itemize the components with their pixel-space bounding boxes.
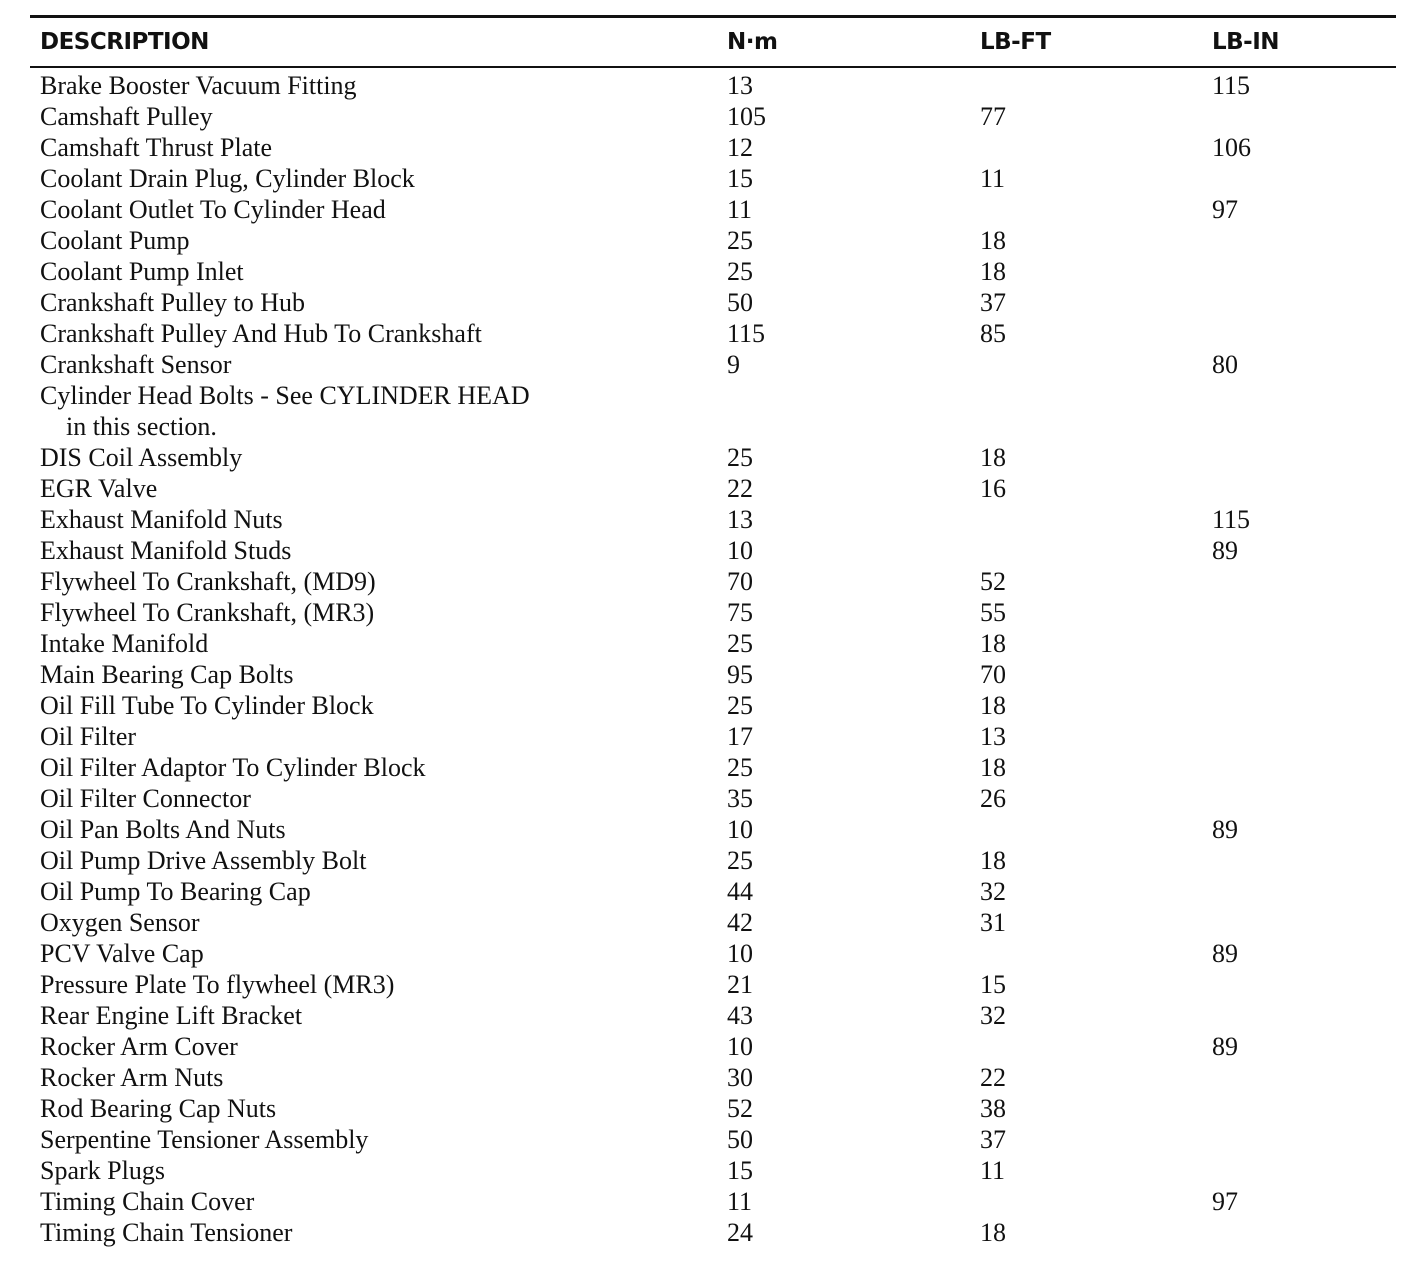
cell-nm: 22 [727,474,753,503]
table-row [0,752,1408,783]
cell-description [40,318,680,349]
description-text: Camshaft Thrust Plate [40,133,273,162]
cell-description [40,442,680,473]
table-header [0,24,1408,60]
description-text: Rocker Arm Cover [40,1032,238,1061]
description-text: Camshaft Pulley [40,102,213,131]
table-row [0,566,1408,597]
cell-lbin: 97 [1212,195,1238,224]
description-text: Crankshaft Pulley And Hub To Crankshaft [40,319,482,348]
cell-description [40,535,680,566]
cell-description [40,597,680,628]
table-row [0,504,1408,535]
cell-nm: 25 [727,257,753,286]
cell-lbin: 80 [1212,350,1238,379]
description-text: Oil Filter Adaptor To Cylinder Block [40,753,426,782]
description-text: Coolant Pump [40,226,190,255]
cell-description [40,752,680,783]
cell-lbft: 52 [980,567,1006,596]
cell-nm: 115 [727,319,766,348]
table-row [0,814,1408,845]
cell-nm: 50 [727,288,753,317]
description-text: Rear Engine Lift Bracket [40,1001,303,1030]
header-nm: N·m [727,29,778,55]
cell-lbin: 97 [1212,1187,1238,1216]
header-rule [30,66,1396,68]
cell-nm: 13 [727,71,753,100]
cell-description [40,659,680,690]
cell-nm: 10 [727,536,753,565]
description-text: Brake Booster Vacuum Fitting [40,71,357,100]
description-text: Exhaust Manifold Nuts [40,505,283,534]
cell-nm: 95 [727,660,753,689]
table-row [0,473,1408,504]
cell-nm: 75 [727,598,753,627]
cell-lbft: 32 [980,877,1006,906]
cell-lbft: 13 [980,722,1006,751]
cell-description [40,566,680,597]
description-text: Oil Fill Tube To Cylinder Block [40,691,374,720]
table-row [0,783,1408,814]
cell-lbft: 18 [980,846,1006,875]
cell-lbft: 18 [980,691,1006,720]
table-row [0,318,1408,349]
description-text: Flywheel To Crankshaft, (MD9) [40,567,376,596]
table-row [0,1031,1408,1062]
description-text: Oil Filter [40,722,137,751]
cell-description [40,101,680,132]
description-text: Timing Chain Cover [40,1187,255,1216]
table-row [0,256,1408,287]
cell-nm: 30 [727,1063,753,1092]
cell-nm: 24 [727,1218,753,1247]
description-text: Oil Pump To Bearing Cap [40,877,311,906]
table-body [0,70,1408,1248]
cell-description [40,845,680,876]
cell-lbft: 22 [980,1063,1006,1092]
cell-nm: 21 [727,970,753,999]
cell-nm: 105 [727,102,766,131]
cell-description [40,1155,680,1186]
cell-nm: 25 [727,226,753,255]
table-row [0,690,1408,721]
description-text: Rocker Arm Nuts [40,1063,224,1092]
cell-description [40,876,680,907]
description-text: EGR Valve [40,474,158,503]
description-text: Serpentine Tensioner Assembly [40,1125,369,1154]
cell-lbft: 11 [980,164,1006,193]
cell-nm: 35 [727,784,753,813]
cell-nm: 44 [727,877,753,906]
cell-lbft: 16 [980,474,1006,503]
cell-nm: 25 [727,846,753,875]
description-text: Oxygen Sensor [40,908,200,937]
cell-lbft: 11 [980,1156,1006,1185]
cell-lbft: 37 [980,1125,1006,1154]
table-row [0,1093,1408,1124]
description-text: Cylinder Head Bolts - See CYLINDER HEAD [40,381,530,410]
cell-nm: 10 [727,815,753,844]
table-top-rule [30,15,1396,18]
cell-description [40,1124,680,1155]
cell-nm: 50 [727,1125,753,1154]
description-text: Crankshaft Sensor [40,350,232,379]
cell-lbft: 37 [980,288,1006,317]
description-text: Rod Bearing Cap Nuts [40,1094,277,1123]
cell-nm: 10 [727,1032,753,1061]
table-row [0,163,1408,194]
cell-description [40,907,680,938]
cell-lbin: 89 [1212,815,1238,844]
cell-lbft: 77 [980,102,1006,131]
cell-lbft: 85 [980,319,1006,348]
table-row [0,597,1408,628]
description-text: Main Bearing Cap Bolts [40,660,294,689]
cell-lbft: 18 [980,753,1006,782]
description-text: Crankshaft Pulley to Hub [40,288,306,317]
description-text: Oil Filter Connector [40,784,251,813]
cell-description [40,380,680,442]
cell-lbft: 18 [980,629,1006,658]
cell-lbin: 89 [1212,1032,1238,1061]
table-row [0,938,1408,969]
cell-description [40,287,680,318]
table-row [0,380,1408,442]
cell-lbin: 106 [1212,133,1251,162]
cell-lbin: 89 [1212,536,1238,565]
cell-lbft: 18 [980,1218,1006,1247]
table-row [0,1155,1408,1186]
table-row [0,535,1408,566]
cell-description [40,690,680,721]
table-row [0,1124,1408,1155]
table-row [0,349,1408,380]
description-text: Flywheel To Crankshaft, (MR3) [40,598,375,627]
cell-nm: 52 [727,1094,753,1123]
description-text: Pressure Plate To flywheel (MR3) [40,970,395,999]
cell-description [40,225,680,256]
cell-lbft: 18 [980,443,1006,472]
description-text: Coolant Drain Plug, Cylinder Block [40,164,415,193]
description-continuation: in this section. [66,412,217,441]
cell-nm: 12 [727,133,753,162]
description-text: Spark Plugs [40,1156,165,1185]
table-row [0,628,1408,659]
cell-description [40,349,680,380]
table-row [0,721,1408,752]
cell-description [40,1062,680,1093]
table-row [0,1217,1408,1248]
description-text: DIS Coil Assembly [40,443,243,472]
cell-nm: 9 [727,350,740,379]
cell-lbft: 31 [980,908,1006,937]
header-lbin: LB-IN [1212,29,1280,55]
cell-description [40,504,680,535]
cell-lbft: 70 [980,660,1006,689]
cell-description [40,256,680,287]
cell-description [40,1186,680,1217]
table-row [0,225,1408,256]
cell-nm: 11 [727,1187,753,1216]
cell-nm: 25 [727,443,753,472]
table-row [0,1062,1408,1093]
cell-description [40,783,680,814]
description-text: Coolant Outlet To Cylinder Head [40,195,386,224]
cell-nm: 42 [727,908,753,937]
table-row [0,845,1408,876]
cell-lbft: 55 [980,598,1006,627]
table-row [0,442,1408,473]
description-text: Intake Manifold [40,629,209,658]
description-text: Oil Pump Drive Assembly Bolt [40,846,367,875]
cell-description [40,721,680,752]
cell-nm: 10 [727,939,753,968]
table-row [0,907,1408,938]
description-text: Exhaust Manifold Studs [40,536,292,565]
cell-description [40,194,680,225]
cell-description [40,814,680,845]
table-row [0,287,1408,318]
cell-description [40,473,680,504]
cell-description [40,1031,680,1062]
cell-description [40,1093,680,1124]
cell-lbft: 38 [980,1094,1006,1123]
description-text: Timing Chain Tensioner [40,1218,293,1247]
cell-description [40,132,680,163]
header-lbft: LB-FT [980,29,1051,55]
cell-nm: 25 [727,753,753,782]
cell-description [40,163,680,194]
cell-lbft: 18 [980,257,1006,286]
table-row [0,101,1408,132]
cell-nm: 25 [727,629,753,658]
description-text: Coolant Pump Inlet [40,257,244,286]
cell-lbin: 89 [1212,939,1238,968]
cell-lbft: 26 [980,784,1006,813]
table-row [0,876,1408,907]
cell-lbft: 15 [980,970,1006,999]
cell-lbin: 115 [1212,505,1251,534]
description-text: PCV Valve Cap [40,939,204,968]
cell-lbin: 115 [1212,71,1251,100]
table-row [0,132,1408,163]
cell-nm: 11 [727,195,753,224]
cell-nm: 43 [727,1001,753,1030]
cell-description [40,969,680,1000]
cell-nm: 70 [727,567,753,596]
cell-lbft: 32 [980,1001,1006,1030]
table-row [0,659,1408,690]
cell-description [40,628,680,659]
table-row [0,969,1408,1000]
description-text: Oil Pan Bolts And Nuts [40,815,286,844]
cell-nm: 15 [727,164,753,193]
cell-lbft: 18 [980,226,1006,255]
cell-description [40,938,680,969]
table-row [0,70,1408,101]
table-row [0,194,1408,225]
cell-description [40,1000,680,1031]
cell-nm: 13 [727,505,753,534]
cell-nm: 25 [727,691,753,720]
table-row [0,1186,1408,1217]
header-description: DESCRIPTION [40,29,209,55]
cell-description [40,70,680,101]
table-row [0,1000,1408,1031]
cell-description [40,1217,680,1248]
cell-nm: 15 [727,1156,753,1185]
cell-nm: 17 [727,722,753,751]
